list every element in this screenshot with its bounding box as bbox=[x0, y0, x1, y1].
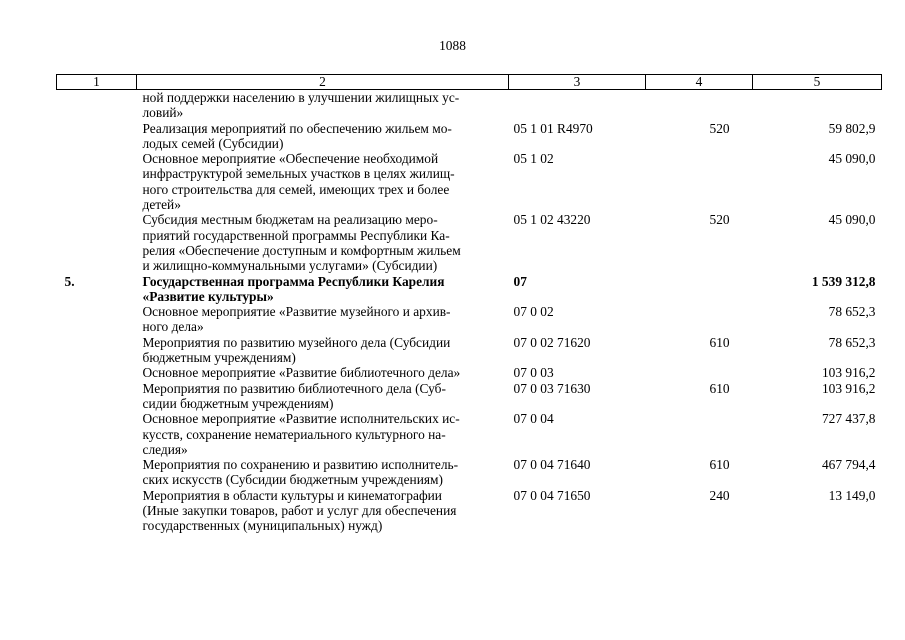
budget-table bbox=[56, 74, 882, 534]
row-code: 05 1 02 bbox=[513, 151, 554, 167]
row-expense-type bbox=[646, 151, 753, 212]
page-number: 1088 bbox=[439, 38, 466, 53]
row-code: 05 1 01 R4970 bbox=[513, 120, 593, 136]
row-code: 07 0 02 bbox=[513, 304, 554, 320]
header-col-2: 2 bbox=[137, 75, 509, 90]
row-code bbox=[509, 90, 646, 121]
row-description: Основное мероприятие «Развитие исполнительских ис- кусств, сохранение нематериального культурного на- следия» bbox=[142, 411, 460, 457]
row-amount: 103 916,2 bbox=[821, 365, 876, 381]
header-col-3: 3 bbox=[509, 75, 646, 90]
row-description: Мероприятия по развитию музейного дела (Субсидии бюджетным учреждениям) bbox=[142, 334, 451, 366]
row-amount: 13 149,0 bbox=[828, 487, 876, 503]
row-expense-type: 520 bbox=[709, 120, 730, 136]
row-description: Мероприятия по сохранению и развитию исполнитель- ских искусств (Субсидии бюджетным учреждениям) bbox=[142, 457, 459, 488]
row-description: Мероприятия по развитию библиотечного дела (Суб- сидии бюджетным учреждениям) bbox=[142, 380, 446, 411]
table-row bbox=[57, 304, 882, 335]
row-code: 07 bbox=[513, 273, 527, 289]
row-expense-type bbox=[646, 274, 753, 305]
table-row bbox=[57, 381, 882, 412]
row-amount: 59 802,9 bbox=[828, 120, 876, 136]
header-col-1: 1 bbox=[57, 75, 137, 90]
table-row bbox=[57, 121, 882, 152]
table-row bbox=[57, 212, 882, 273]
row-number bbox=[57, 488, 137, 534]
header-col-5: 5 bbox=[753, 75, 882, 90]
row-description: ной поддержки населению в улучшении жилищных ус- ловий» bbox=[142, 90, 460, 121]
row-code: 07 0 02 71620 bbox=[513, 334, 591, 350]
row-number bbox=[57, 90, 137, 121]
header-row bbox=[57, 75, 882, 90]
row-expense-type bbox=[646, 304, 753, 335]
row-amount: 78 652,3 bbox=[828, 334, 876, 350]
row-amount: 103 916,2 bbox=[821, 380, 876, 396]
table-row bbox=[57, 365, 882, 380]
row-number bbox=[57, 335, 137, 366]
row-number bbox=[57, 212, 137, 273]
row-amount: 1 539 312,8 bbox=[811, 273, 876, 289]
row-expense-type: 610 bbox=[709, 334, 730, 350]
row-amount: 467 794,4 bbox=[821, 457, 876, 473]
row-expense-type: 610 bbox=[709, 457, 730, 473]
table-row bbox=[57, 457, 882, 488]
row-amount: 727 437,8 bbox=[821, 411, 876, 427]
row-description: Мероприятия в области культуры и кинематографии (Иные закупки товаров, работ и услуг для обеспечения государственных (муниципальных) нужд) bbox=[142, 487, 457, 534]
table-row bbox=[57, 274, 882, 305]
row-number bbox=[57, 411, 137, 457]
row-expense-type bbox=[646, 365, 753, 380]
row-amount bbox=[753, 90, 882, 121]
row-number bbox=[57, 381, 137, 412]
table-row bbox=[57, 411, 882, 457]
table-row bbox=[57, 488, 882, 534]
row-code: 05 1 02 43220 bbox=[513, 212, 591, 228]
row-description: Основное мероприятие «Развитие музейного и архив- ного дела» bbox=[142, 304, 451, 335]
row-code: 07 0 04 bbox=[513, 411, 554, 427]
row-amount: 45 090,0 bbox=[828, 212, 876, 228]
row-amount: 45 090,0 bbox=[828, 151, 876, 167]
table-row bbox=[57, 151, 882, 212]
row-number bbox=[57, 304, 137, 335]
row-number bbox=[57, 151, 137, 212]
row-expense-type bbox=[646, 90, 753, 121]
row-amount: 78 652,3 bbox=[828, 304, 876, 320]
row-expense-type: 610 bbox=[709, 380, 730, 396]
row-number bbox=[57, 121, 137, 152]
row-description: Реализация мероприятий по обеспечению жильем мо- лодых семей (Субсидии) bbox=[142, 120, 452, 151]
row-code: 07 0 03 bbox=[513, 365, 554, 381]
row-code: 07 0 04 71650 bbox=[513, 487, 591, 503]
table-header bbox=[57, 75, 882, 90]
row-number: 5. bbox=[64, 273, 75, 289]
row-number bbox=[57, 457, 137, 488]
table-row bbox=[57, 335, 882, 366]
table-row bbox=[57, 90, 882, 121]
row-code: 07 0 03 71630 bbox=[513, 380, 591, 396]
row-expense-type: 240 bbox=[709, 487, 730, 503]
row-number bbox=[57, 365, 137, 380]
row-description: Государственная программа Республики Карелия «Развитие культуры» bbox=[142, 273, 445, 304]
row-description: Основное мероприятие «Развитие библиотечного дела» bbox=[142, 365, 461, 381]
row-description: Основное мероприятие «Обеспечение необходимой инфраструктурой земельных участков в целях жилищ- ного строительства для семей, имеющих трех и более детей» bbox=[142, 151, 455, 213]
row-description: Субсидия местным бюджетам на реализацию меро- приятий государственной программы Республики Ка- релия «Обеспечение доступным и комфортным жильем и жилищно-коммунальными услугами» (Субсидии) bbox=[142, 212, 461, 274]
row-expense-type: 520 bbox=[709, 212, 730, 228]
row-expense-type bbox=[646, 411, 753, 457]
table-body bbox=[57, 90, 882, 534]
row-code: 07 0 04 71640 bbox=[513, 457, 591, 473]
header-col-4: 4 bbox=[646, 75, 753, 90]
